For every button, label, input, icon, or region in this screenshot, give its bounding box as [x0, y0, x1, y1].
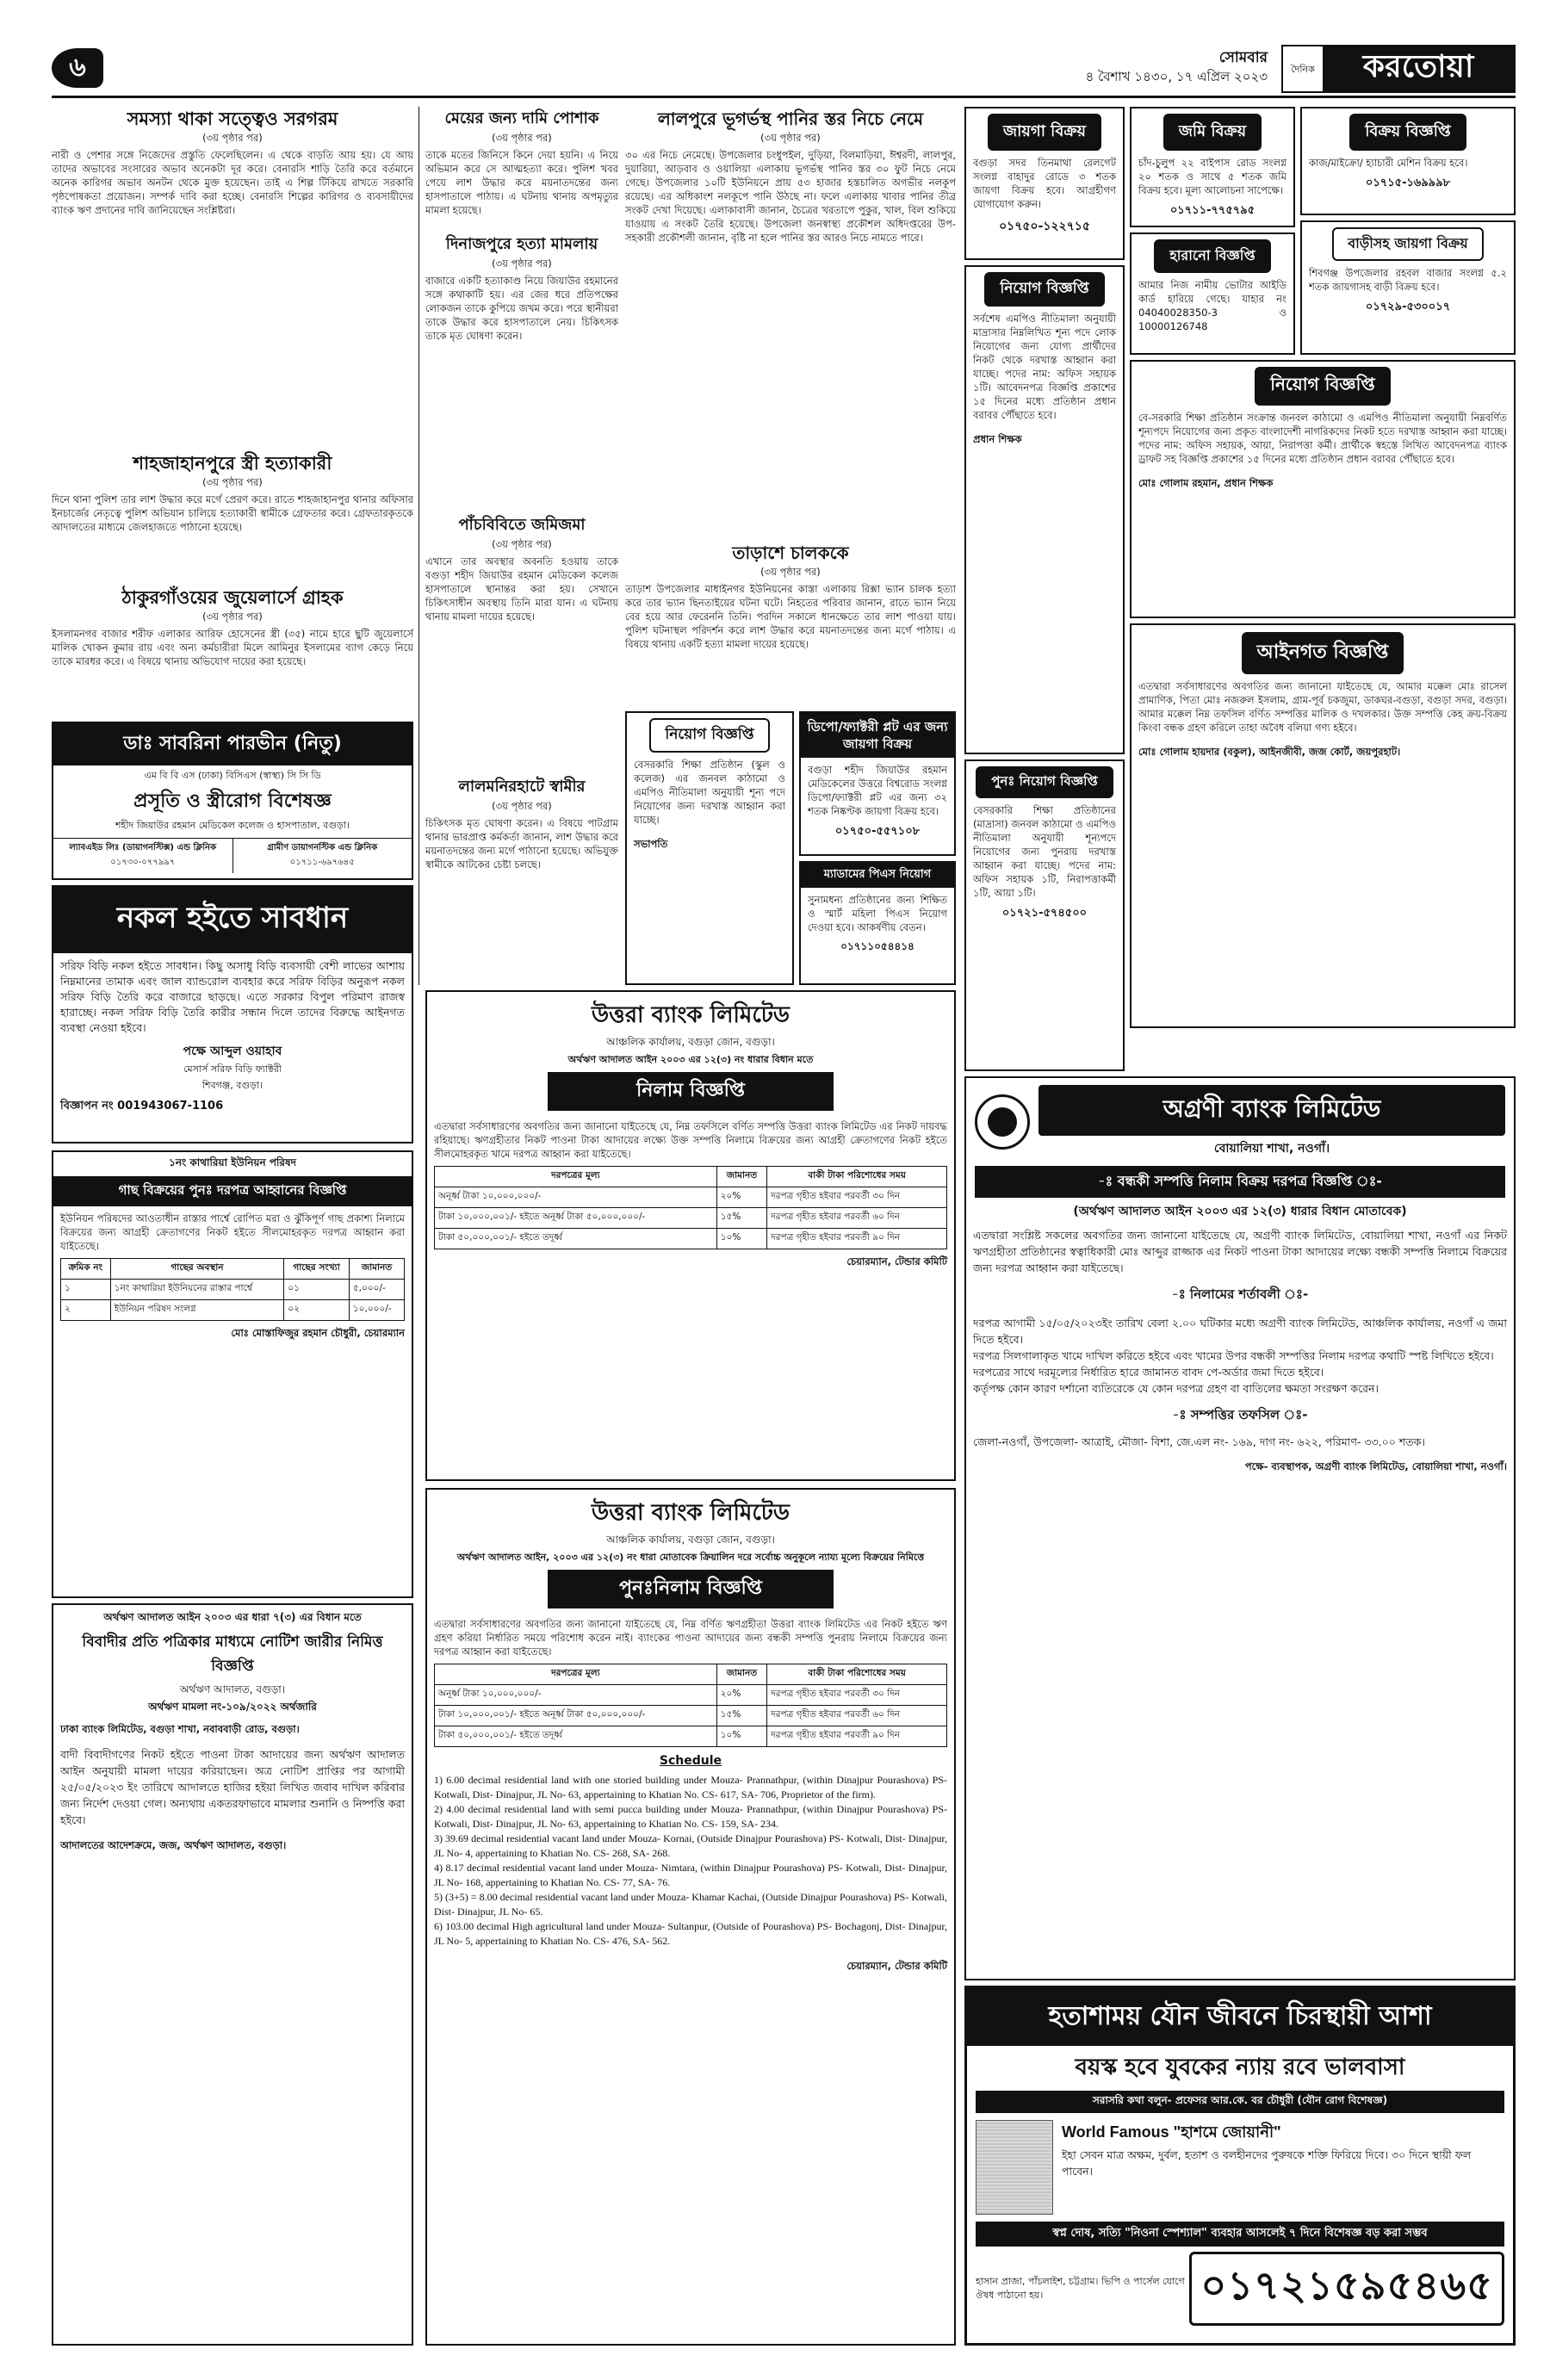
table-cell: দরপত্র গৃহীত হইবার পরবর্তী ৬০ দিন — [767, 1706, 947, 1726]
headline: লালমনিরহাটে স্বামীর — [458, 778, 586, 796]
schedule-list — [427, 1768, 954, 1954]
ad-fake-warning — [52, 885, 413, 1144]
ad-title: আইনগত বিজ্ঞপ্তি — [1242, 632, 1404, 674]
table-cell: ১৫% — [716, 1208, 766, 1229]
table-row — [61, 1280, 405, 1300]
ad-title: হারানো বিজ্ঞপ্তি — [1154, 239, 1270, 273]
table-row — [435, 1208, 947, 1229]
article-body: ইসলামনগর বাজার শরীফ এলাকার আরিফ হোসেনের স্ত্রী (৩৫) নামে হারে ছুটি জুয়েলার্সে মালিক খোকন কুমার রায় এবং অন্য কর্মচারীরা মিলে আমিনুর ইসলামের ব্যাগ কেড়ে নিয়ে তাকে মারধর করে। এ বিষয়ে থানায় অভিযোগ দায়ের করা হয়েছে। — [52, 628, 413, 667]
ad-harano — [1130, 232, 1295, 355]
ad-doctor — [52, 722, 413, 880]
ad-body: সুনামধন্য প্রতিষ্ঠানের জন্য শিক্ষিত ও স্মার্ট মহিলা পিএস নিয়োগ দেওয়া হবে। আকর্ষণীয় বেতন। — [808, 894, 947, 933]
tree-table — [60, 1258, 405, 1321]
header-date-text: ৪ বৈশাখ ১৪৩০, ১৭ এপ্রিল ২০২৩ — [1085, 69, 1268, 84]
tender-table — [434, 1166, 947, 1249]
table-cell: অনূর্ধ্ব টাকা ১০,০০০,০০০/- — [435, 1187, 717, 1208]
schedule-title: Schedule — [659, 1754, 722, 1768]
news-lalmonirhat — [425, 775, 618, 982]
table-cell: ২ — [61, 1300, 111, 1321]
ad-signatory: আদালতের আদেশক্রমে, জজ, অর্থঋণ আদালত, বগুড়া। — [60, 1839, 287, 1851]
ad-court-notice — [52, 1603, 413, 2346]
table-cell: অনূর্ধ্ব টাকা ১০,০০০,০০০/- — [435, 1685, 717, 1706]
ad-title: বিবাদীর প্রতি পত্রিকার মাধ্যমে নোটিশ জারীর নিমিত্ত বিজ্ঞপ্তি — [82, 1633, 383, 1675]
continued-note: (৩য় পৃষ্ঠার পর) — [202, 132, 263, 144]
table-cell: ০১ — [284, 1280, 350, 1300]
ad-title: নিয়োগ বিজ্ঞপ্তি — [984, 272, 1104, 307]
doctor-specialty: প্রসূতি ও স্ত্রীরোগ বিশেষজ্ঞ — [133, 790, 332, 812]
table-row — [435, 1706, 947, 1726]
continued-note: (৩য় পৃষ্ঠার পর) — [760, 566, 821, 578]
article-body: ৩০ এর নিচে নেমেছে। উপজেলার চংধুপইল, দুড়িয়া, বিলমাড়িয়া, ঈশ্বরদী, লালপুর, দুয়ারিয়া, আড়বাব ও ওয়ালিয়া এলাকায় ভূগর্ভস্থ পানির স্তর ৩০ ফুট নিচে নেমে গেছে। উপজেলার ১০টি ইউনিয়নে প্রায় ৫৩ হাজার হস্তচালিত অগভীর নলকূপ রয়েছে। এর অধিকাংশ নলকূপে পানি উঠছে না। ফলে এলাকায় খাবার পানির তীব্র সংকট দেখা দিয়েছে। এলাকাবাসী জানান, চৈত্রের খরতাপে পুকুর, খাল, বিল শুকিয়ে যাওয়ায় এ সংকট তৈরি হয়েছে। উপজেলা জনস্বাস্থ্য প্রকৌশল অধিদপ্তরের উপ-সহকারী প্রকৌশলী জানান, বৃষ্টি না হলে পানির স্তর আরও নিচে নামতে পারে। — [625, 149, 956, 244]
chamber-1-name: ল্যাবএইড লিঃ (ডায়াগনস্টিক্স) এন্ড ক্লিনিক — [69, 843, 217, 852]
doctor-photo — [976, 2120, 1053, 2215]
page-header — [52, 45, 1516, 98]
ad-title: পুনঃ নিয়োগ বিজ্ঞপ্তি — [976, 766, 1113, 798]
chamber-2-name: গ্রামীণ ডায়াগনস্টিক এন্ড ক্লিনিক — [267, 843, 378, 852]
schedule-text: জেলা-নওগাঁ, উপজেলা- আত্রাই, মৌজা- বিশা, জে.এল নং- ১৬৯, দাগ নং- ৬২২, পরিমাণ- ৩৩.০০ শতক। — [973, 1435, 1425, 1448]
ad-company: মেসার্স সরিফ বিড়ি ফ্যাক্টরী — [183, 1063, 282, 1075]
news-cloth — [425, 107, 618, 227]
ad-offer: স্বপ্ন দোষ, সত্যি "নিওনা স্পেশ্যাল" ব্যবহার আসলেই ৭ দিনে বিশেষজ্ঞ বড় করা সম্ভব — [976, 2222, 1504, 2247]
doctor-name: ডাঃ সাবরিনা পারভীন (নিতু) — [53, 723, 412, 765]
ad-title: জায়গা বিক্রয় — [988, 114, 1101, 151]
table-cell: টাকা ১০,০০০,০০১/- হইতে অনূর্ধ্ব টাকা ৫০,০০০,০০০/- — [435, 1706, 717, 1726]
table-header: জামানত — [716, 1167, 766, 1187]
ad-body: সর্বশেষ এমপিও নীতিমালা অনুযায়ী মাদ্রাসার নিম্নলিখিত শূন্য পদে লোক নিয়োগের জন্য যোগ্য প্রার্থীদের নিকট থেকে দরখাস্ত আহ্বান করা যাচ্ছে। পদের নাম: অফিস সহায়ক ১টি। আবেদনপত্র বিজ্ঞপ্তি প্রকাশের ১৫ দিনের মধ্যে প্রতিষ্ঠান প্রধান বরাবর পৌঁছাতে হবে। — [973, 313, 1116, 421]
page-number: ৬ — [52, 48, 103, 88]
ad-agrani-auction — [964, 1076, 1516, 1980]
table-cell: টাকা ৫০,০০০,০০১/- হইতে তদূর্ধ্ব — [435, 1229, 717, 1249]
table-cell: ১০% — [716, 1726, 766, 1747]
ad-body: আমার নিজ নামীয় ভোটার আইডি কার্ড হারিয়ে গেছে। যাহার নং 04040028350-3 ও 10000126748 — [1138, 279, 1286, 332]
continued-note: (৩য় পৃষ্ঠার পর) — [492, 800, 552, 812]
article-body: এখানে তার অবস্থার অবনতি হওয়ায় তাকে বগুড়া শহীদ জিয়াউর রহমান মেডিকেল কলেজ হাসপাতালে স্থানান্তর করা হয়। সেখানে চিকিৎসাধীন অবস্থায় তিনি মারা যান। এ ঘটনায় থানায় মামলা দায়ের হয়েছে। — [425, 555, 618, 623]
agrani-header — [966, 1078, 1514, 1166]
table-header: দরপত্রের মূল্য — [435, 1664, 717, 1685]
ad-niyog-1 — [964, 265, 1125, 754]
ad-title: বিক্রয় বিজ্ঞপ্তি — [1349, 114, 1466, 151]
chamber-1 — [53, 839, 233, 873]
ad-title: জমি বিক্রয় — [1163, 114, 1262, 151]
table-cell: দরপত্র গৃহীত হইবার পরবর্তী ৩০ দিন — [767, 1187, 947, 1208]
table-row — [435, 1685, 947, 1706]
ad-depot — [799, 711, 956, 856]
chamber-2 — [233, 839, 412, 873]
table-cell: ১৫% — [716, 1706, 766, 1726]
headline: শাহজাহানপুরে স্ত্রী হত্যাকারী — [133, 453, 332, 474]
ad-body: এতদ্বারা সর্বসাধারণের অবগতির জন্য জানানো যাইতেছে যে, আমার মক্কেল মোঃ রাসেল প্রামাণিক, পিতা মোঃ নজরুল ইসলাম, গ্রাম-পূর্ব চকজুমা, ডাকঘর-বগুড়া, বগুড়া সদর, বগুড়া। আমার মক্কেল নিম্ন তফসিল বর্ণিত সম্পত্তির মালিক ও দখলকার। উক্ত সম্পত্তি কেহ ক্রয়-বিক্রয় কিংবা বন্ধক গ্রহণ করিলে তাহা অবৈধ বলিয়া গণ্য হইবে। — [1138, 680, 1507, 734]
ad-body: এতদ্বারা সর্বসাধারণের অবগতির জন্য জানানো যাইতেছে যে, নিম্ন বর্ণিত ঋণগ্রহীতা উত্তরা ব্যাংক লিমিটেড এর নিকট হইতে ঋণ গ্রহণ করিয়া নির্ধারিত সময়ে পরিশোধ করেন নাই। ব্যাংকের পাওনা আদায়ের জন্য বন্ধকী সম্পত্তি পুনরায় নিলামে বিক্রয়ের জন্য দরপত্র আহ্বান করা যাইতেছে। — [434, 1618, 947, 1658]
schedule-item: 1) 6.00 decimal residential land with one storied building under Mouza- Prannathpur, (within Dinajpur Pourashova) PS- Kotwali, Dist- Dinajpur, JL No- 63, appertaining to Khatian No. CS- 617, SA- 706, Proprietor of the firm). — [434, 1774, 947, 1800]
schedule-item: 6) 103.00 decimal High agricultural land under Mouza- Sultanpur, (Outside of Pourashova) PS- Bochagonj, Dist- Dinajpur, JL No- 5, appertaining to Khatian No. CS- 476, SA- 562. — [434, 1920, 947, 1947]
table-cell: দরপত্র গৃহীত হইবার পরবর্তী ৩০ দিন — [767, 1685, 947, 1706]
ad-signatory: সভাপতি — [634, 838, 668, 850]
table-header-row — [435, 1167, 947, 1187]
ad-address: শিবগঞ্জ, বগুড়া। — [202, 1080, 264, 1091]
table-cell: টাকা ১০,০০০,০০১/- হইতে অনূর্ধ্ব টাকা ৫০,০০০,০০০/- — [435, 1208, 717, 1229]
ad-bikroy — [1300, 107, 1516, 215]
news-groundwater — [625, 107, 956, 537]
continued-note: (৩য় পৃষ্ঠার পর) — [202, 476, 263, 488]
ad-body: বে-সরকারি শিক্ষা প্রতিষ্ঠান সংক্রান্ত জনবল কাঠামো ও এমপিও নীতিমালা অনুযায়ী নিম্নবর্ণিত শূন্যপদে নিয়োগের জন্য প্রকৃত বাংলাদেশী নাগরিকদের নিকট হতে দরখাস্ত আহ্বান করা যাচ্ছে। পদের নাম: অফিস সহায়ক, আয়া, নিরাপত্তা কর্মী। প্রার্থীকে স্বহস্তে লিখিত আবেদনপত্র ব্যাংক ড্রাফট সহ বিজ্ঞপ্তি প্রকাশের ১৫ দিনের মধ্যে প্রতিষ্ঠান প্রধান বরাবর পৌঁছাতে হবে। — [1138, 412, 1507, 465]
ad-phone: ০১৭১১-৭৭৫৭৯৫ — [1169, 204, 1256, 217]
headline: মেয়ের জন্য দামি পোশাক — [444, 109, 599, 127]
ad-health — [964, 1986, 1516, 2346]
ad-phone: ০১৭১৫-১৬৯৯৯৮ — [1365, 177, 1451, 189]
ad-niyog-2 — [1130, 360, 1516, 618]
masthead — [1281, 45, 1516, 93]
ad-body: এতদ্বারা সংশ্লিষ্ট সকলের অবগতির জন্য জানানো যাইতেছে যে, অগ্রণী ব্যাংক লিমিটেড, বোয়ালিয়া শাখা, নওগাঁ এর নিকট ঋণগ্রহীতা প্রতিষ্ঠানের স্বত্বাধিকারী মোঃ আব্দুর রাজ্জাক এর নিকট পাওনা টাকা আদায়ের লক্ষ্যে বন্ধকী সম্পত্তি নিলামে বিক্রয়ের জন্য দরপত্র আহ্বান করা যাইতেছে। — [973, 1229, 1507, 1274]
table-header: বাকী টাকা পরিশোধের সময় — [767, 1664, 947, 1685]
ad-phone: ০১৭২১৫৯৫৪৬৫ — [1189, 2252, 1504, 2326]
ad-court: অর্থঋণ আদালত, বগুড়া। — [179, 1683, 286, 1695]
bank-name: উত্তরা ব্যাংক লিমিটেড — [591, 1002, 790, 1028]
ad-title: ডিপো/ফ্যাক্টরী প্লট এর জন্য জায়গা বিক্রয় — [801, 713, 954, 758]
table-header: জামানত — [716, 1664, 766, 1685]
headline: তাড়াশে চালককে — [732, 542, 849, 563]
schedule-title: -ঃ সম্পত্তির তফসিল ঃ- — [1172, 1407, 1308, 1422]
ad-phone: ০১৭১১০৫৪৪১৪ — [840, 940, 914, 952]
ad-body: বেসরকারি শিক্ষা প্রতিষ্ঠানের (মাদ্রাসা) জনবল কাঠামো ও এমপিও নীতিমালা অনুযায়ী শূন্যপদে নিয়োগের জন্য পুনরায় দরখাস্ত আহ্বান করা যাচ্ছে। পদের নাম: অফিস সহায়ক ১টি, নিরাপত্তাকর্মী ১টি, আয়া ১টি। — [973, 804, 1116, 899]
ad-title: গাছ বিক্রয়ের পুনঃ দরপত্র আহ্বানের বিজ্ঞপ্তি — [53, 1176, 412, 1206]
ad-jayga — [964, 107, 1125, 260]
ad-body: কাজ/মাইক্রো/ হ্যাচারী মেশিন বিক্রয় হবে। — [1309, 157, 1468, 169]
schedule-item: 3) 39.69 decimal residential vacant land under Mouza- Kornai, (Outside Dinajpur Pourashova) PS- Kotwali, Dist- Dinajpur, JL No- 4, appertaining to Khatian No. CS- 268, SA- 268. — [434, 1832, 947, 1859]
headline: পাঁচবিবিতে জমিজমা — [458, 516, 586, 534]
chamber-2-phone: ০১৭১১-৬৯৭৬৪৫ — [289, 858, 355, 867]
table-row — [435, 1726, 947, 1747]
bank-office: আঞ্চলিক কার্যালয়, বগুড়া জোন, বগুড়া। — [606, 1036, 775, 1048]
table-cell: ২০% — [716, 1685, 766, 1706]
article-body: বাজারে একটি হত্যাকাণ্ড নিয়ে জিয়াউর রহমানের সঙ্গে কথাকাটি হয়। এর জের ধরে প্রতিপক্ষের লোকজন তাকে কুপিয়ে জখম করে। পরে স্থানীয়রা তাকে উদ্ধার করে হাসপাতালে নেয়। চিকিৎসক তাকে মৃত ঘোষণা করেন। — [425, 275, 618, 342]
ad-plaintiff: ঢাকা ব্যাংক লিমিটেড, বগুড়া শাখা, নবাববাড়ী রোড, বগুড়া। — [60, 1723, 300, 1735]
doctor-hospital: শহীদ জিয়াউর রহমান মেডিকেল কলেজ ও হাসপাতাল, বগুড়া। — [115, 820, 350, 831]
ad-body: বগুড়া শহীদ জিয়াউর রহমান মেডিকেলের উত্তরে বিশ্বরোড সংলগ্ন ডিপো/ফ্যাক্টরী প্লট এর জন্য ৩২ শতক নিষ্কণ্টক জায়গা বিক্রয় হবে। — [808, 764, 947, 817]
news-tarash — [625, 541, 956, 704]
article-body: তাড়াশ উপজেলার মাধাইনগর ইউনিয়নের কাস্তা এলাকায় রিক্সা ভ্যান চালক হত্যা করে তার ভ্যান ছিনতাইয়ের ঘটনা ঘটে। নিহতের পরিবার জানান, রাতে ভ্যান নিয়ে বের হয়ে আর ফেরেননি তিনি। পরদিন সকালে ধানক্ষেতে তার লাশ পাওয়া যায়। পুলিশ ঘটনাস্থল পরিদর্শন করে লাশ উদ্ধার করে ময়নাতদন্তের জন্য মর্গে পাঠায়। এ বিষয়ে থানায় একটি হত্যা মামলা দায়ের হয়েছে। — [625, 583, 956, 650]
ad-law: অর্থঋণ আদালত আইন ২০০৩ এর ধারা ৭(৩) এর বিধান মতে — [103, 1611, 362, 1623]
ad-signatory: মোঃ গোলাম রহমান, প্রধান শিক্ষক — [1138, 477, 1274, 489]
table-row — [435, 1229, 947, 1249]
ad-madam-ps — [799, 861, 956, 985]
ad-title: নকল হইতে সাবধান — [53, 887, 412, 953]
table-header: গাছের অবস্থান — [110, 1259, 284, 1280]
ad-law: অর্থঋণ আদালত আইন ২০০৩ এর ১২(৩) নং ধারার বিধান মতে — [567, 1054, 814, 1065]
table-cell: ৫,০০০/- — [349, 1280, 404, 1300]
headline: দিনাজপুরে হত্যা মামলায় — [445, 235, 598, 253]
table-header: ক্রমিক নং — [61, 1259, 111, 1280]
chamber-1-phone: ০১৭৩০-০৭৭৯৯৭ — [110, 858, 176, 867]
table-row — [435, 1187, 947, 1208]
ad-title: বাড়ীসহ জায়গা বিক্রয় — [1332, 227, 1483, 261]
table-cell: ০২ — [284, 1300, 350, 1321]
ad-title: পুনঃনিলাম বিজ্ঞপ্তি — [548, 1570, 834, 1608]
ad-signatory: চেয়ারম্যান, টেন্ডার কমিটি — [846, 1960, 947, 1972]
doctor-degree: এম বি বি এস (ঢাকা) বিসিএস (স্বাস্থ্য) সি সি ডি — [144, 770, 321, 781]
table-cell: দরপত্র গৃহীত হইবার পরবর্তী ৯০ দিন — [767, 1726, 947, 1747]
table-cell: ২০% — [716, 1187, 766, 1208]
ad-puno-niyog — [964, 759, 1125, 1071]
article-body: তাকে মতের জিনিসে কিনে দেয়া হয়নি। এ নিয়ে অভিমান করে সে আত্মহত্যা করে। পুলিশ খবর পেয়ে লাশ উদ্ধার করে ময়নাতদন্তের জন্য হাসপাতালে পাঠায়। এ ঘটনায় থানায় অপমৃত্যুর মামলা হয়েছে। — [425, 149, 618, 216]
bank-name: উত্তরা ব্যাংক লিমিটেড — [591, 1500, 790, 1526]
table-cell: ১নং কাথারিয়া ইউনিয়নের রাস্তার পার্শ্বে — [110, 1280, 284, 1300]
ad-signatory: মোঃ গোলাম হায়দার (বকুল), আইনজীবী, জজ কোর্ট, জয়পুরহাট। — [1138, 746, 1401, 758]
ad-phone: ০১৭৫০-৫৫৭১০৮ — [834, 825, 921, 838]
table-header: গাছের সংখ্যা — [284, 1259, 350, 1280]
news-water-crisis — [52, 107, 413, 451]
continued-note: (৩য় পৃষ্ঠার পর) — [492, 132, 552, 144]
table-header-row — [435, 1664, 947, 1685]
headline: ঠাকুরগাঁওয়ের জুয়েলার্সে গ্রাহক — [121, 587, 344, 608]
news-shahjahanpur — [52, 451, 413, 580]
ad-uttara-reauction — [425, 1488, 956, 2346]
schedule-item: 4) 8.17 decimal residential vacant land under Mouza- Nimtara, (within Dinajpur Pourashova) PS- Kotwali, Dist- Dinajpur, JL No- 168, appertaining to Khatian No. CS- 77, SA- 76. — [434, 1862, 947, 1888]
table-cell: দরপত্র গৃহীত হইবার পরবর্তী ৯০ দিন — [767, 1229, 947, 1249]
news-panchbibi — [425, 513, 618, 711]
bank-logo-icon — [975, 1094, 1030, 1150]
ad-law: (অর্থঋণ আদালত আইন ২০০৩ এর ১২(৩) ধারার বিধান মোতাবেক) — [1073, 1205, 1407, 1218]
term-item: দরপত্রের সাথে দরমূল্যের নির্ধারিত হারে জামানত বাবদ পে-অর্ডার জমা দিতে হইবে। — [973, 1366, 1324, 1379]
ad-legal — [1130, 623, 1516, 1028]
terms-list — [966, 1310, 1514, 1402]
ad-body: ইহা সেবন মাত্র অক্ষম, দুর্বল, হতাশ ও বলহীনদের পুরুষকে শক্তি ফিরিয়ে দিবে। ৩০ দিনে স্থায়ী ফল পাবেন। — [1062, 2148, 1472, 2178]
ad-niyog-3 — [625, 711, 794, 985]
schedule-item: 5) (3+5) = 8.00 decimal residential vacant land under Mouza- Khamar Kachai, (Outside Dinajpur Pourashova) PS- Kotwali, Dist- Dinajpur, JL No- 65. — [434, 1891, 947, 1918]
ad-signatory: চেয়ারম্যান, টেন্ডার কমিটি — [846, 1255, 947, 1267]
terms-title: -ঃ নিলামের শর্তাবলী ঃ- — [1171, 1286, 1309, 1302]
article-body: নারী ও পেশার সঙ্গে নিজেদের প্রস্তুতি ফেলেছিলেন। এ থেকে বাড়তি আয় হয়। যে আয় তাদের অভাবের সংসারের অভাব অনেকটা দূর করে। বেনারসি শাড়ি তৈরি করে বর্তমানে অনেক কারিগর অভাব অনটন থেকে মুক্ত হয়েছেন। তাই এ শিল্প টিকিয়ে রাখতে সরকারি পৃষ্ঠপোষকতা প্রয়োজন। সম্পর্ক দাবি করা হচ্ছে। বেনারসি শিল্পের কারিগর ও ব্যবসায়ীদের ব্যাংক ঋণ প্রদানের দাবি জানিয়েছেন সংশ্লিষ্টরা। — [52, 149, 413, 216]
ad-body: বগুড়া সদর তিনমাথা রেলগেট সংলগ্ন বাহাদুর রোডে ৩ শতক জায়গা বিক্রয় হবে। আগ্রহীগণ যোগাযোগ করুন। — [973, 157, 1116, 210]
table-cell: ইউনিয়ন পরিষদ সংলগ্ন — [110, 1300, 284, 1321]
ad-jomi — [1130, 107, 1295, 227]
ad-signatory: পক্ষে- ব্যবস্থাপক, অগ্রণী ব্যাংক লিমিটেড, বোয়ালিয়া শাখা, নওগাঁ। — [1244, 1460, 1507, 1472]
continued-note: (৩য় পৃষ্ঠার পর) — [492, 257, 552, 270]
ad-phone: ০১৭২৯-৫৩০০১৭ — [1365, 301, 1451, 313]
ad-phone: ০১৭৫০-১২২৭১৫ — [999, 220, 1090, 233]
news-thakurgaon — [52, 586, 413, 715]
continued-note: (৩য় পৃষ্ঠার পর) — [202, 610, 263, 623]
ad-phone: বিজ্ঞাপন নং 001943067-1106 — [60, 1100, 224, 1113]
product-name: World Famous "হাশমে জোয়ানী" — [1062, 2123, 1281, 2141]
ad-title: নিলাম বিজ্ঞপ্তি — [548, 1072, 834, 1111]
table-cell: ১০,০০০/- — [349, 1300, 404, 1321]
table-header: বাকী টাকা পরিশোধের সময় — [767, 1167, 947, 1187]
ad-body: বেসরকারি শিক্ষা প্রতিষ্ঠান (স্কুল ও কলেজ) এর জনবল কাঠামো ও এমপিও নীতিমালা অনুযায়ী শূন্য পদে নিয়োগের জন্য দরখাস্ত আহ্বান করা যাচ্ছে। — [634, 759, 785, 826]
ad-law: অর্থঋণ আদালত আইন, ২০০৩ এর ১২(৩) নং ধারা মোতাবেক ক্রিয়ালিন দরে সর্বোচ্চ অনুকূলে ন্যায্য মূল্যে বিক্রয়ের নিমিত্তে — [456, 1552, 925, 1563]
ad-footer: হাসান প্রাজা, পাঁচলাইশ, চট্টগ্রাম। ভিপি ও পার্সেল যোগে ঔষধ পাঠানো হয়। — [976, 2276, 1185, 2301]
ad-title: ম্যাডামের পিএস নিয়োগ — [801, 863, 954, 888]
ad-doctor-line: সরাসরি কথা বলুন- প্রফেসর আর.কে. বর চৌধুরী (যৌন রোগ বিশেষজ্ঞ) — [976, 2091, 1504, 2113]
continued-note: (৩য় পৃষ্ঠার পর) — [492, 538, 552, 550]
ad-body: সরিফ বিড়ি নকল হইতে সাবধান। কিছু অসাধু বিড়ি ব্যবসায়ী বেশী লাভের আশায় নিম্নমানের তামাক এবং জাল ব্যান্ডরোল ব্যবহার করে সরিফ বিড়ির অনুরূপ নকল সরিফ বিড়ি তৈরি করে বাজারে ছাড়ছে। এতে সরকার বিপুল পরিমাণ রাজস্ব হারাচ্ছে। নকল সরিফ বিড়ি তৈরি কারীর সন্ধান দিলে তাদের বিরুদ্ধে আইনগত ব্যবস্থা নেওয়া হইবে। — [60, 959, 405, 1034]
header-day: সোমবার — [1218, 49, 1268, 66]
ad-title: -ঃ বন্ধকী সম্পত্তি নিলাম বিক্রয় দরপত্র বিজ্ঞপ্তি ঃ- — [975, 1166, 1505, 1198]
ad-body: বাদী বিবাদীগণের নিকট হইতে পাওনা টাকা আদায়ের জন্য অর্থঋণ আদালত আইন অনুযায়ী মামলা দায়ের করিয়াছেন। অত্র নোটিশ প্রাপ্তির পর আগামী ২৫/০৫/২০২৩ ইং তারিখে আদালতে হাজির হইয়া লিখিত জবাব দাখিল করিবার জন্য নির্দেশ দেওয়া গেল। অন্যথায় একতরফাভাবে মামলার শুনানি ও নিষ্পত্তি করা হইবে। — [60, 1748, 405, 1826]
bank-office: আঞ্চলিক কার্যালয়, বগুড়া জোন, বগুড়া। — [606, 1534, 775, 1546]
term-item: কর্তৃপক্ষ কোন কারণ দর্শানো ব্যতিরেকে যে কোন দরপত্র গ্রহণ বা বাতিলের ক্ষমতা সংরক্ষণ করেন। — [973, 1382, 1379, 1395]
ad-body: ইউনিয়ন পরিষদের আওতাধীন রাস্তার পার্শ্বে রোপিত মরা ও ঝুঁকিপূর্ণ গাছ প্রকাশ্য নিলামে বিক্রয়ের জন্য আগ্রহী ক্রেতাগণের নিকট হইতে সীলমোহরকৃত দরপত্র আহ্বান করা যাইতেছে। — [60, 1212, 405, 1252]
article-body: চিকিৎসক মৃত ঘোষণা করেন। এ বিষয়ে পাটগ্রাম থানার ভারপ্রাপ্ত কর্মকর্তা জানান, লাশ উদ্ধার করে ময়নাতদন্তের জন্য মর্গে পাঠানো হয়েছে। অভিযুক্ত স্বামীকে আটকের চেষ্টা চলছে। — [425, 817, 618, 871]
schedule-item: 2) 4.00 decimal residential land with semi pucca building under Mouza- Prannathpur, (within Dinajpur Pourashova) PS- Kotwali, Dist- Dinajpur, JL No- 63, appertaining to Khatian No. CS- 159, SA- 234. — [434, 1803, 947, 1830]
doctor-chambers — [53, 838, 412, 873]
table-header: দরপত্রের মূল্য — [435, 1167, 717, 1187]
masthead-daily: দৈনিক — [1291, 63, 1315, 75]
ad-case: অর্থঋণ মামলা নং-১০৯/২০২২ অর্থজারি — [148, 1701, 317, 1713]
table-cell: দরপত্র গৃহীত হইবার পরবর্তী ৬০ দিন — [767, 1208, 947, 1229]
header-date — [1035, 48, 1268, 86]
ad-title: নিয়োগ বিজ্ঞপ্তি — [1255, 367, 1391, 406]
ad-signatory: পক্ষে আব্দুল ওয়াহাব — [183, 1044, 282, 1058]
ad-phone: ০১৭২১-৫৭৪৫০০ — [1001, 907, 1088, 920]
headline: সমস্যা থাকা সত্ত্বেও সরগরম — [127, 108, 338, 129]
term-item: দরপত্র সিলগালাকৃত খামে দাখিল করিতে হইবে এবং খামের উপর বন্ধকী সম্পত্তির নিলাম দরপত্র কথাটি স্পষ্ট লিখিতে হইবে। — [973, 1349, 1494, 1362]
news-dinajpur — [425, 232, 618, 508]
headline: লালপুরে ভূগর্ভস্থ পানির স্তর নিচে নেমে — [657, 108, 924, 129]
ad-body: চাঁদ-চুলুপ ২২ বাইপাস রোড সংলগ্ন ২০ শতক ও সাথে ৫ শতক জমি বিক্রয় হবে। মূল্য আলোচনা সাপেক্ষে। — [1138, 157, 1286, 196]
ad-body: এতদ্বারা সর্বসাধারণের অবগতির জন্য জানানো যাইতেছে যে, নিম্ন তফসিলে বর্ণিত সম্পত্তি উত্তরা ব্যাংক লিমিটেড এর নিকট দায়বদ্ধ রহিয়াছে। ঋণগ্রহীতার নিকট পাওনা টাকা আদায়ের লক্ষ্যে উক্ত সম্পত্তি নিলামে বিক্রয়ের জন্য আগ্রহী ক্রেতাগণের নিকট হইতে সীলমোহরকৃত খামে দরপত্র আহ্বান করা যাইতেছে। — [434, 1120, 947, 1160]
tender-table — [434, 1664, 947, 1747]
ad-signatory: মোঃ মোস্তাফিজুর রহমান চৌধুরী, চেয়ারম্যান — [231, 1327, 405, 1339]
ad-uttara-auction-1 — [425, 990, 956, 1481]
table-row — [61, 1300, 405, 1321]
table-header-row — [61, 1259, 405, 1280]
article-body: দিনে থানা পুলিশ তার লাশ উদ্ধার করে মর্গে প্রেরণ করে। রাতে শাহজাহানপুর থানার অফিসার ইনচার্জের নেতৃত্বে পুলিশ অভিযান চালিয়ে হত্যাকারী স্বামীকে গ্রেফতার করে। গ্রেফতারকৃতকে আদালতের মাধ্যমে জেলহাজতে পাঠানো হয়েছে। — [52, 493, 413, 533]
ad-banner: হতাশাময় যৌন জীবনে চিরস্থায়ী আশা — [967, 1988, 1513, 2046]
ad-org: ১নং কাথারিয়া ইউনিয়ন পরিষদ — [169, 1156, 296, 1168]
table-cell: ১ — [61, 1280, 111, 1300]
continued-note: (৩য় পৃষ্ঠার পর) — [760, 132, 821, 144]
ad-body: শিবগঞ্জ উপজেলার রহবল বাজার সংলগ্ন ৫.২ শতক জায়গাসহ বাড়ী বিক্রয় হবে। — [1309, 267, 1507, 293]
ad-signatory: প্রধান শিক্ষক — [973, 433, 1022, 445]
table-cell: ১০% — [716, 1229, 766, 1249]
masthead-name: করতোয়া — [1323, 46, 1514, 91]
bank-name: অগ্রণী ব্যাংক লিমিটেড — [1038, 1085, 1505, 1136]
ad-title: নিয়োগ বিজ্ঞপ্তি — [649, 718, 769, 753]
table-header: জামানত — [349, 1259, 404, 1280]
ad-barisho — [1300, 220, 1516, 355]
table-cell: টাকা ৫০,০০০,০০১/- হইতে তদূর্ধ্ব — [435, 1726, 717, 1747]
column-rule — [418, 107, 419, 985]
ad-tree-auction — [52, 1150, 413, 1598]
bank-branch: বোয়ালিয়া শাখা, নওগাঁ। — [1213, 1142, 1330, 1156]
term-item: দরপত্র আগামী ১৫/০৫/২০২৩ইং তারিখ বেলা ২.০০ ঘটিকার মধ্যে অগ্রণী ব্যাংক লিমিটেড, আঞ্চলিক কার্যালয়, নওগাঁ এ জমা দিতে হইবে। — [973, 1317, 1507, 1346]
ad-subbanner: বয়স্ক হবে যুবকের ন্যায় রবে ভালবাসা — [1075, 2055, 1405, 2080]
